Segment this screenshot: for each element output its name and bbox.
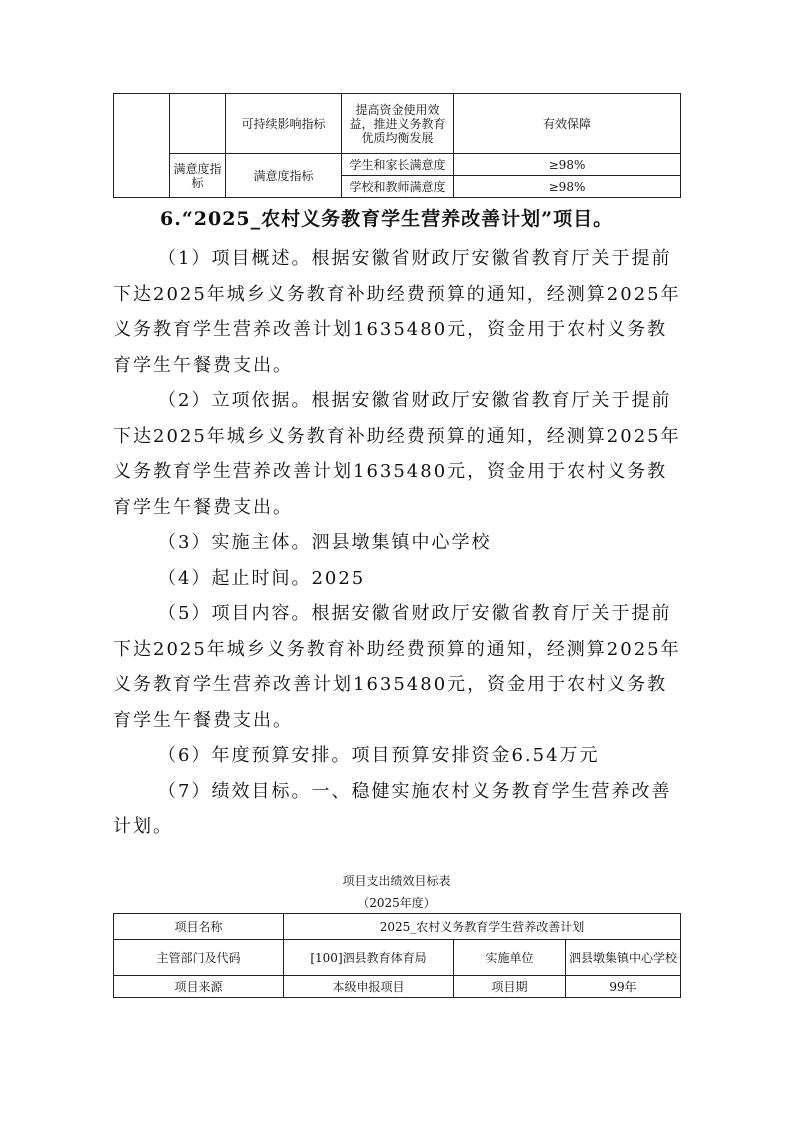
- table-title: 项目支出绩效目标表: [342, 874, 451, 888]
- table-cell: 有效保障: [454, 94, 681, 154]
- section-heading: 6.“2025_农村义务教育学生营养改善计划”项目。: [160, 208, 614, 230]
- paragraph: （5）项目内容。根据安徽省财政厅安徽省教育厅关于提前下达2025年城乡义务教育补助经费预算的通知，经测算2025年义务教育学生营养改善计划1635480元，资金用于农村义务教育学生午餐费支出。: [113, 603, 681, 731]
- table-cell: 学生和家长满意度: [342, 154, 454, 176]
- paragraph: （2）立项依据。根据安徽省财政厅安徽省教育厅关于提前下达2025年城乡义务教育补助经费预算的通知，经测算2025年义务教育学生营养改善计划1635480元，资金用于农村义务教育学生午餐费支出。: [113, 390, 681, 518]
- paragraph: （1）项目概述。根据安徽省财政厅安徽省教育厅关于提前下达2025年城乡义务教育补助经费预算的通知，经测算2025年义务教育学生营养改善计划1635480元，资金用于农村义务教育学生午餐费支出。: [113, 248, 681, 376]
- table-cell: 提高资金使用效益，推进义务教育优质均衡发展: [342, 94, 454, 154]
- performance-indicator-table: [113, 93, 681, 198]
- table-cell: [170, 94, 226, 154]
- table-cell: 满意度指标: [170, 154, 226, 198]
- paragraph: （4）起止时间。2025: [158, 567, 366, 589]
- table-cell: 可持续影响指标: [226, 94, 342, 154]
- table-cell: [100]泗县教育体育局: [284, 940, 454, 976]
- body-text: [113, 241, 683, 845]
- table-cell: 99年: [566, 976, 681, 998]
- table-cell: [114, 94, 170, 198]
- table-cell: 项目来源: [114, 976, 284, 998]
- project-info-table: [113, 913, 681, 998]
- table-year: （2025年度）: [357, 896, 436, 910]
- table-cell: 泗县墩集镇中心学校: [566, 940, 681, 976]
- table-cell: ≥98%: [454, 176, 681, 198]
- paragraph: （3）实施主体。泗县墩集镇中心学校: [158, 532, 492, 553]
- table-cell: 主管部门及代码: [114, 940, 284, 976]
- table-cell: 项目期: [454, 976, 566, 998]
- paragraph: （6）年度预算安排。项目预算安排资金6.54万元: [158, 745, 600, 766]
- table-cell: 学校和教师满意度: [342, 176, 454, 198]
- table-cell: ≥98%: [454, 154, 681, 176]
- table-cell: 2025_农村义务教育学生营养改善计划: [284, 914, 681, 940]
- table-cell: 本级申报项目: [284, 976, 454, 998]
- table-cell: 项目名称: [114, 914, 284, 940]
- paragraph: （7）绩效目标。一、稳健实施农村义务教育学生营养改善计划。: [113, 780, 672, 837]
- table-cell: 实施单位: [454, 940, 566, 976]
- table-cell: 满意度指标: [226, 154, 342, 198]
